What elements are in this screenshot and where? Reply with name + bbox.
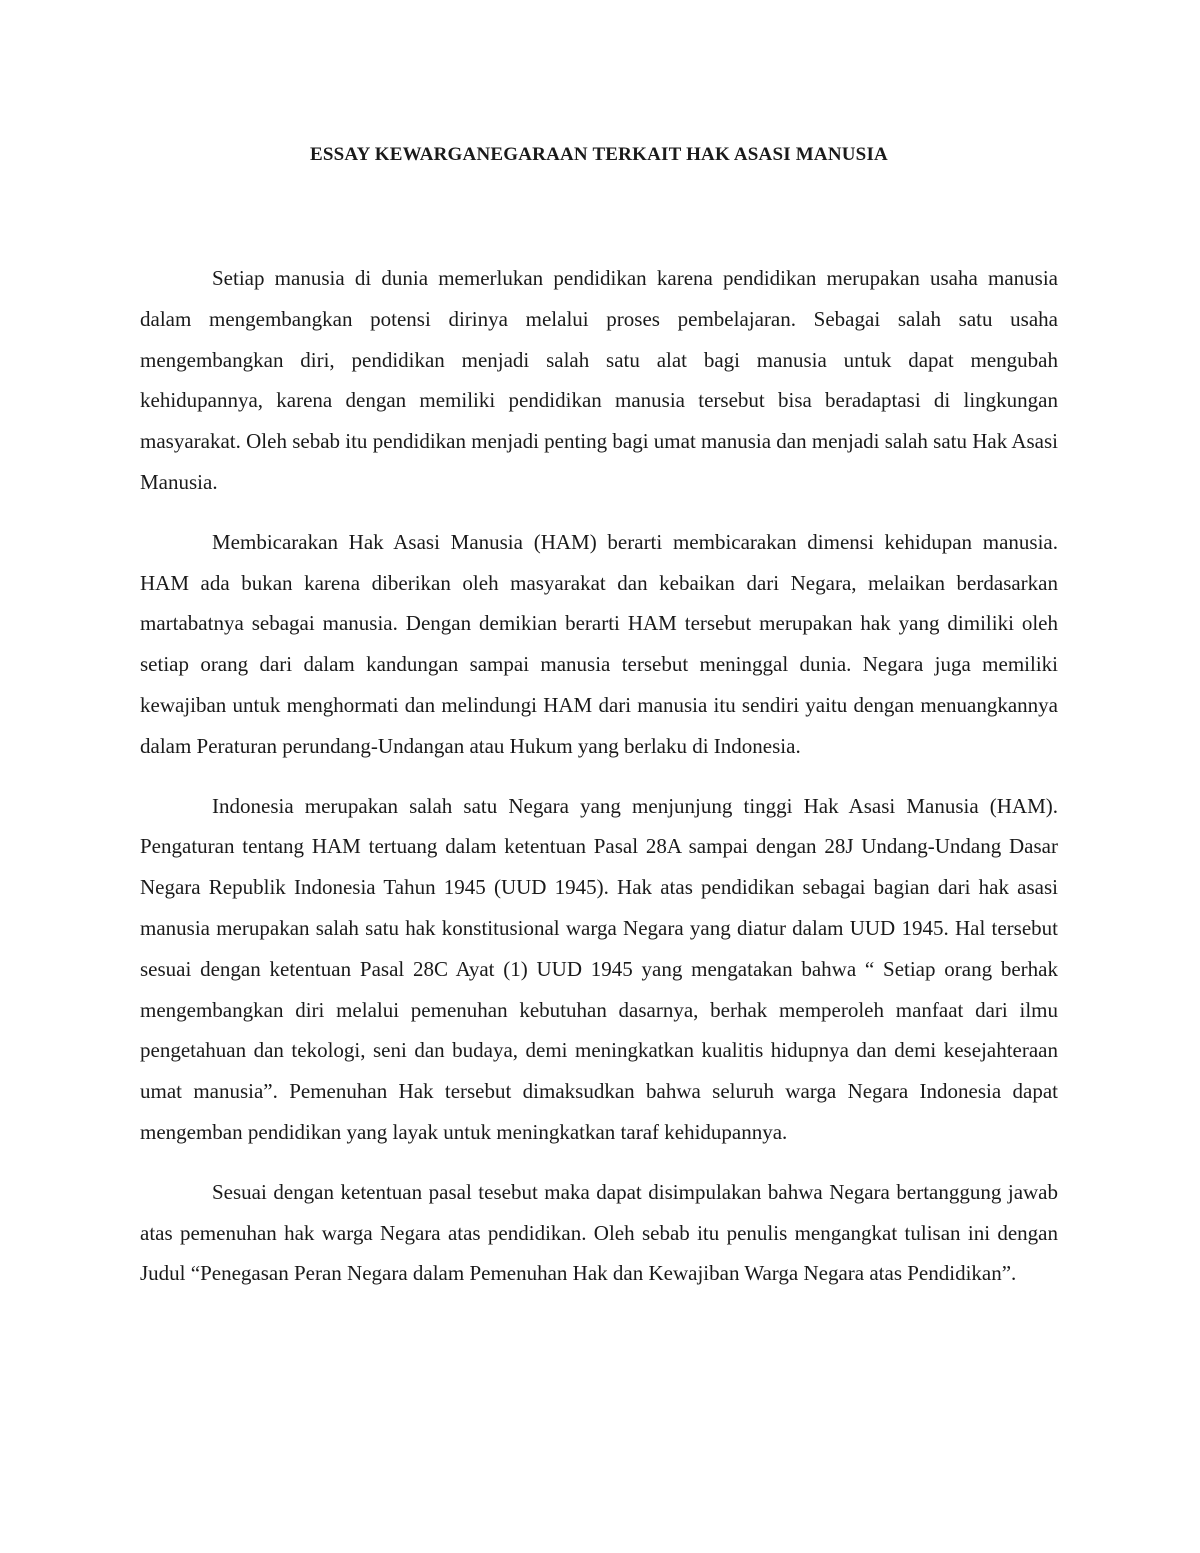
paragraph-3: Indonesia merupakan salah satu Negara yang menjunjung tinggi Hak Asasi Manusia (HAM). Pengaturan tentang HAM tertuang dalam ketentuan Pasal 28A sampai dengan 28J Undang-Undang Dasar Negara Republik Indonesia Tahun 1945 (UUD 1945). Hak atas pendidikan sebagai bagian dari hak asasi manusia merupakan salah satu hak konstitusional warga Negara yang diatur dalam UUD 1945. Hal tersebut sesuai dengan ketentuan Pasal 28C Ayat (1) UUD 1945 yang mengatakan bahwa “ Setiap orang berhak mengembangkan diri melalui pemenuhan kebutuhan dasarnya, berhak memperoleh manfaat dari ilmu pengetahuan dan tekologi, seni dan budaya, demi meningkatkan kualitis hidupnya dan demi kesejahteraan umat manusia”. Pemenuhan Hak tersebut dimaksudkan bahwa seluruh warga Negara Indonesia dapat mengemban pendidikan yang layak untuk meningkatkan taraf kehidupannya.	[140, 793, 1058, 1144]
essay-title: ESSAY KEWARGANEGARAAN TERKAIT HAK ASASI MANUSIA	[310, 144, 888, 165]
paragraph-1: Setiap manusia di dunia memerlukan pendidikan karena pendidikan merupakan usaha manusia dalam mengembangkan potensi dirinya melalui proses pembelajaran. Sebagai salah satu usaha mengembangkan diri, pendidikan menjadi salah satu alat bagi manusia untuk dapat mengubah kehidupannya, karena dengan memiliki pendidikan manusia tersebut bisa beradaptasi di lingkungan masyarakat. Oleh sebab itu pendidikan menjadi penting bagi umat manusia dan menjadi salah satu Hak Asasi Manusia.	[140, 266, 1058, 494]
essay-body	[140, 258, 1058, 1314]
paragraph-2: Membicarakan Hak Asasi Manusia (HAM) berarti membicarakan dimensi kehidupan manusia. HAM ada bukan karena diberikan oleh masyarakat dan kebaikan dari Negara, melaikan berdasarkan martabatnya sebagai manusia. Dengan demikian berarti HAM tersebut merupakan hak yang dimiliki oleh setiap orang dari dalam kandungan sampai manusia tersebut meninggal dunia. Negara juga memiliki kewajiban untuk menghormati dan melindungi HAM dari manusia itu sendiri yaitu dengan menuangkannya dalam Peraturan perundang-Undangan atau Hukum yang berlaku di Indonesia.	[140, 529, 1058, 758]
paragraph-4: Sesuai dengan ketentuan pasal tesebut maka dapat disimpulakan bahwa Negara bertanggung jawab atas pemenuhan hak warga Negara atas pendidikan. Oleh sebab itu penulis mengangkat tulisan ini dengan Judul “Penegasan Peran Negara dalam Pemenuhan Hak dan Kewajiban Warga Negara atas Pendidikan”.	[140, 1179, 1058, 1286]
